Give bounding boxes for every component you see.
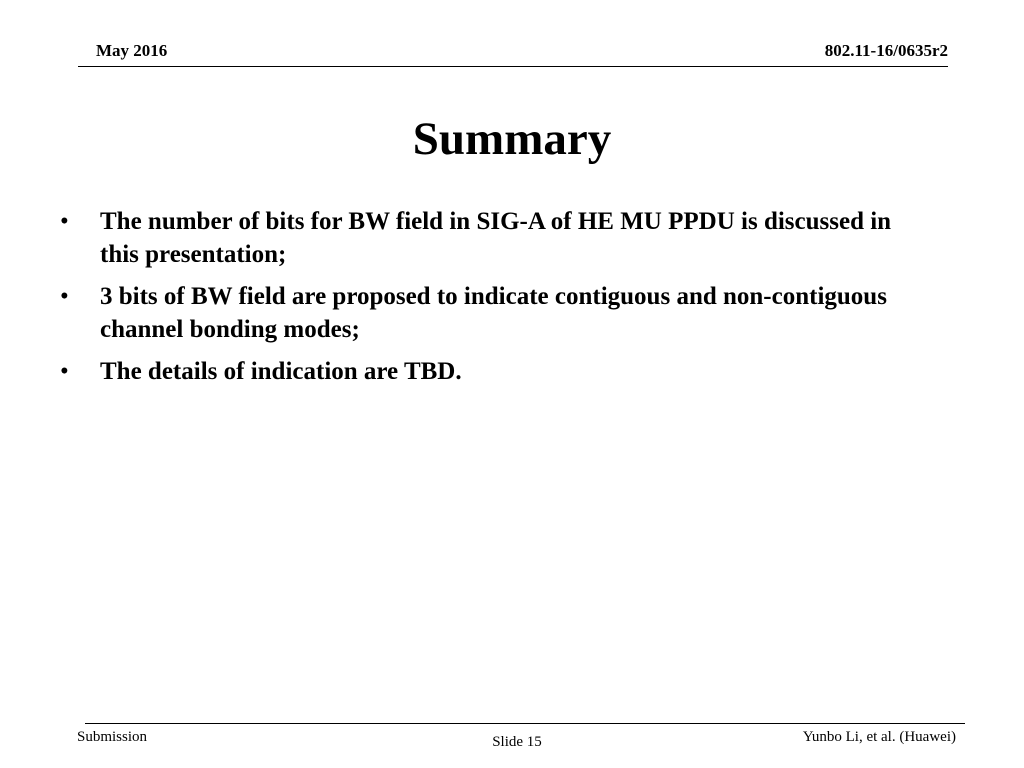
bullet-item-1 — [58, 205, 898, 271]
bullet-item-3 — [58, 355, 898, 388]
bullet-icon: • — [60, 283, 69, 310]
footer-authors: Yunbo Li, et al. (Huawei) — [802, 729, 956, 745]
footer-divider — [85, 723, 965, 724]
header-divider — [78, 66, 948, 67]
footer-submission: Submission — [77, 729, 148, 745]
bullet-text-1: The number of bits for BW field in SIG-A of HE MU PPDU is discussed in this presentation; — [100, 208, 892, 268]
header-doc-number: 802.11-16/0635r2 — [824, 41, 948, 60]
footer-slide-number: Slide 15 — [492, 734, 542, 750]
bullet-icon: • — [60, 208, 69, 235]
bullet-text-2: 3 bits of BW field are proposed to indicate contiguous and non-contiguous channel bonding modes; — [100, 283, 887, 343]
bullet-item-2 — [58, 280, 898, 346]
bullet-list — [58, 205, 898, 397]
bullet-text-3: The details of indication are TBD. — [100, 358, 462, 385]
header-date: May 2016 — [96, 41, 168, 60]
slide-title: Summary — [412, 113, 612, 165]
bullet-icon: • — [60, 358, 69, 385]
